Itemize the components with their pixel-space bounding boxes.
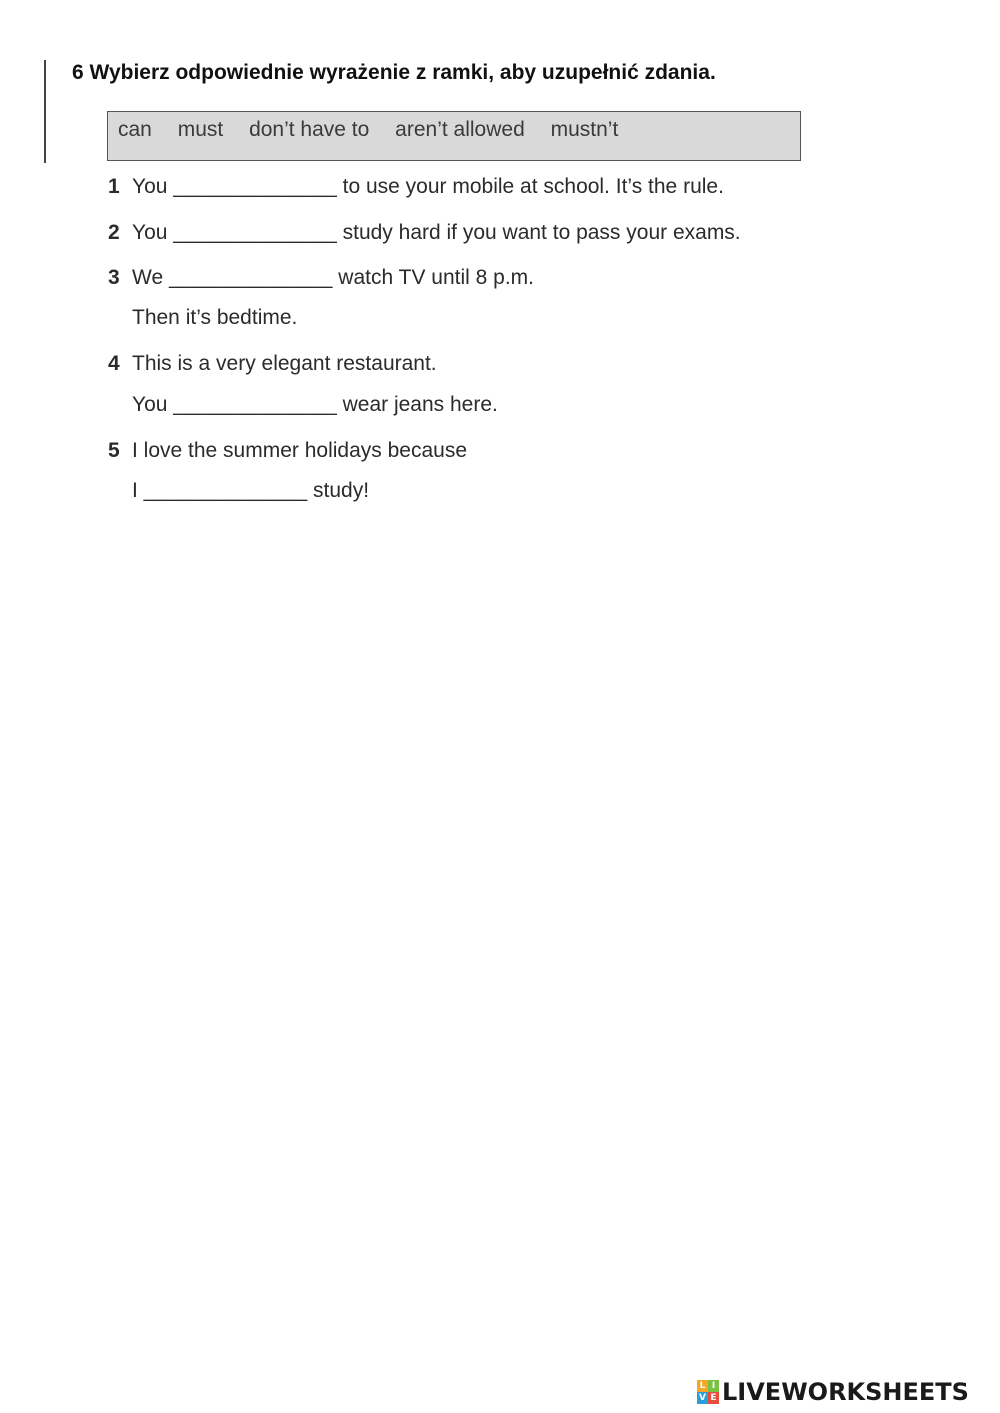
word-box [107, 111, 801, 161]
word-option: don’t have to [249, 118, 370, 141]
item-sentence-continued: You ______________ wear jeans here. [132, 393, 498, 416]
item-sentence-continued: I ______________ study! [132, 479, 370, 502]
liveworksheets-logo [697, 1377, 969, 1407]
word-option: must [177, 118, 224, 141]
item-sentence: This is a very elegant restaurant. [132, 352, 437, 375]
item-number: 2 [108, 221, 120, 244]
word-option: aren’t allowed [395, 118, 525, 141]
item-number: 1 [108, 175, 120, 198]
item-number: 3 [108, 266, 120, 289]
logo-square-e: E [708, 1392, 719, 1404]
logo-square-v: V [697, 1392, 708, 1404]
logo-text: LIVEWORKSHEETS [722, 1378, 969, 1406]
logo-square-l: L [697, 1380, 708, 1392]
item-number: 4 [108, 352, 120, 375]
liveworksheets-logo-icon [697, 1380, 719, 1404]
margin-rule [44, 60, 46, 163]
item-sentence-continued: Then it’s bedtime. [132, 306, 298, 329]
logo-square-i: I [708, 1380, 719, 1392]
exercise-title: 6 Wybierz odpowiednie wyrażenie z ramki, aby uzupełnić zdania. [72, 61, 716, 84]
word-option: mustn’t [550, 118, 619, 141]
item-sentence: We ______________ watch TV until 8 p.m. [132, 266, 534, 289]
word-box-list [118, 118, 638, 142]
item-sentence: I love the summer holidays because [132, 439, 468, 462]
item-number: 5 [108, 439, 120, 462]
item-sentence: You ______________ to use your mobile at school. It’s the rule. [132, 175, 724, 198]
item-sentence: You ______________ study hard if you want to pass your exams. [132, 221, 741, 244]
word-option: can [118, 118, 152, 141]
